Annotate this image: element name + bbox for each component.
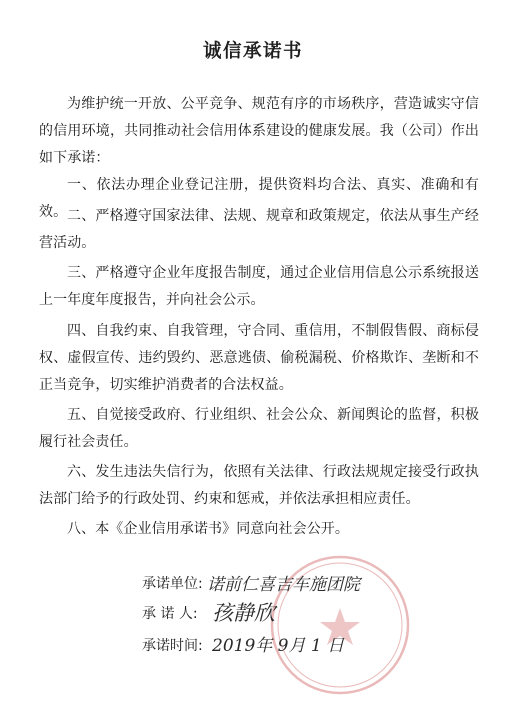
commitment-item-3: 三、严格遵守企业年度报告制度，通过企业信用信息公示系统报送上一年度年度报告，并向社会公示。	[39, 265, 479, 308]
commitment-item-8: 八、本《企业信用承诺书》同意向社会公开。	[67, 521, 349, 537]
commitment-item-5: 五、自觉接受政府、行业组织、社会公众、新闻舆论的监督，积极履行社会责任。	[39, 407, 479, 450]
person-label: 承 诺 人:	[142, 606, 198, 622]
page-title: 诚信承诺书	[202, 41, 303, 62]
unit-signature: 诺前仁喜吉车施团院	[207, 575, 360, 595]
intro-paragraph: 为维护统一开放、公平竞争、规范有序的市场秩序，营造诚实守信的信用环境，共同推动社会信用体系建设的健康发展。我（公司）作出如下承诺：	[39, 96, 479, 166]
commitment-item-2: 二、严格遵守国家法律、法规、规章和政策规定，依法从事生产经营活动。	[39, 208, 479, 251]
person-signature: 孩静欣	[212, 601, 275, 625]
unit-label: 承诺单位:	[142, 576, 203, 592]
date-label: 承诺时间:	[142, 638, 203, 654]
commitment-item-4: 四、自我约束、自我管理，守合同、重信用，不制假售假、商标侵权、虚假宣传、违约毁约、恶意逃债、偷税漏税、价格欺诈、垄断和不正当竞争，切实维护消费者的合法权益。	[39, 323, 479, 393]
commitment-item-1: 一、依法办理企业登记注册，提供资料均合法、真实、准确和有效。	[39, 177, 479, 220]
commitment-item-6: 六、发生违法失信行为，依照有关法律、行政法规规定接受行政执法部门给予的行政处罚、约束和惩戒，并依法承担相应责任。	[39, 464, 479, 507]
date-value: 2019年 9月 1 日	[212, 636, 345, 656]
